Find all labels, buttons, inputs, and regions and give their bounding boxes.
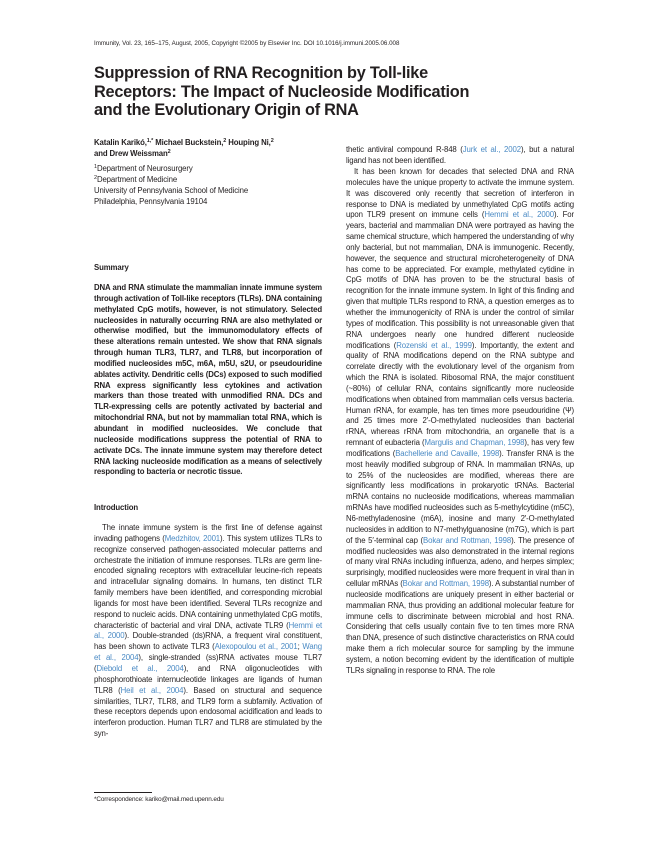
right-p2-text-5: ). Transfer RNA is the most heavily modified subgroup of RNA. In mammalian tRNAs, up to 25% of the nucleosides are modified, whereas there are significantly less modifications in prokaryotic tRNAs. Bacterial mRNA contains no nucleoside modifications, whereas mammalian mRNAs have modified nucleosides such as 5-methylcytidine (m5C), N6-methyladenosine (m6A), inosine and many 2′-O-methylated nucleosides in addition to N7-methylguanosine (m7G), which is part of the 5′-terminal cap (	[346, 448, 575, 545]
author-2-sup: 2	[223, 138, 227, 144]
right-p2-text-4: ), has very few modifications (	[346, 438, 574, 458]
citation-bokar-1998-b[interactable]: Bokar and Rottman, 1998	[402, 579, 489, 589]
article-title	[94, 64, 574, 120]
summary-heading	[94, 263, 322, 274]
right-p2-text-6: ). The presence of modified nucleosides was also demonstrated in the internal regions of many viral RNAs including influenza, adeno, and herpes simplex; surprisingly, modified nucleosides were more frequent in viral than in cellular mRNAs (	[346, 535, 575, 589]
citation-medzhitov-2001[interactable]: Medzhitov, 2001	[164, 533, 221, 543]
abstract	[94, 283, 322, 478]
author-4-sup: 2	[167, 148, 171, 155]
title-line-3: and the Evolutionary Origin of RNA	[94, 101, 359, 119]
right-paragraph-2	[346, 167, 574, 677]
footnote	[94, 796, 322, 804]
affiliation-university: University of Pennsylvania School of Medicine	[94, 185, 249, 195]
right-p2-text-1: It has been known for decades that selected DNA and RNA molecules have the unique property to activate the immune system. It was discovered only recently that secretion of interferon in response to DNA is mediated by unmethylated CpG motifs acting upon TLR9 present on immune cells (	[346, 167, 574, 220]
affiliation-2: Department of Medicine	[96, 174, 178, 184]
author-list	[94, 138, 322, 160]
citation-diebold-2004[interactable]: Diebold et al., 2004	[96, 663, 184, 673]
right-p1-text-1: thetic antiviral compound R-848 (	[346, 145, 463, 154]
right-p2-text-3: ). Importantly, the extent and quality of RNA modifications depend on the RNA subtype and correlate directly with the evolutionary level of the organism from which the RNA is isolated. Ribosomal RNA, the major constituent (~80%) of cellular RNA, contains significantly more nucleoside modifications when obtained from mammalian cells versus bacteria. Human rRNA, for example, has ten times more pseudouridine (Ψ) and 25 times more 2′-O-methylated nucleosides than bacterial rRNA, whereas rRNA from mitochondria, an organelle that is a remnant of eubacteria (	[346, 340, 575, 448]
title-line-2: Receptors: The Impact of Nucleoside Modification	[94, 82, 470, 101]
introduction-heading	[94, 503, 322, 514]
right-paragraph-1	[346, 145, 574, 167]
introduction-heading-text: Introduction	[94, 503, 139, 512]
right-paragraph-2-text	[346, 167, 574, 677]
affiliation-1-sup: 1	[94, 164, 97, 170]
introduction-paragraph	[94, 523, 322, 740]
citation-bokar-1998-a[interactable]: Bokar and Rottman, 1998	[423, 535, 512, 545]
affiliations	[94, 164, 322, 207]
author-4: and Drew Weissman	[94, 148, 168, 158]
citation-alexopoulou-2001[interactable]: Alexopoulou et al., 2001	[214, 642, 298, 652]
citation-margulis-1998[interactable]: Margulis and Chapman, 1998	[424, 438, 525, 448]
author-3: Houping Ni,	[226, 138, 271, 147]
citation-wang-2004[interactable]: Wang et al., 2004	[94, 642, 322, 663]
affiliation-city: Philadelphia, Pennsylvania 19104	[94, 196, 208, 206]
journal-header: Immunity, Vol. 23, 165–175, August, 2005, Copyright ©2005 by Elsevier Inc. DOI 10.1016/j.immuni.2005.06.008	[94, 40, 400, 47]
author-1-sup: 1,*	[146, 138, 154, 144]
citation-hemmi-2000-b[interactable]: Hemmi et al., 2000	[484, 210, 554, 220]
title-line-1: Suppression of RNA Recognition by Toll-like	[94, 64, 428, 82]
summary-heading-text: Summary	[94, 263, 129, 272]
intro-text-7: ). Based on structural and sequence similarities, TLR7, TLR8, and TLR9 form a subfamily. Activation of these receptors depends upon endosomal acidification and leads to interferon production. Human TLR7 and TLR8 are stimulated by the syn-	[94, 685, 323, 739]
intro-text-2: ). This system utilizes TLRs to recognize conserved pathogen-associated molecular patterns and orchestrate the initiation of immune responses. TLRs are germ line-encoded signaling receptors with extracellular leucine-rich repeats and intracellular signaling domains. In humans, ten distinct TLR family members have been identified, and corresponding microbial ligands for most have been identified. Several TLRs recognize and respond to nucleic acids. DNA containing unmethylated CpG motifs, characteristic of bacterial and viral DNA, activate TLR9 (	[94, 533, 322, 630]
right-p1-text-2: ), but a natural ligand has not been identified.	[346, 145, 575, 165]
citation-rozenski-1999[interactable]: Rozenski et al., 1999	[396, 340, 472, 350]
author-3-sup: 2	[270, 138, 274, 144]
right-p2-text-2: ). For years, bacterial and mammalian DNA were portrayed as having the same chemical structure, which hampered the understanding of why only bacterial, but not mammalian, DNA is immunogenic. Recently, however, the sequence and structural microheterogeneity of DNA has come to be appreciated. For example, methylated cytidine in CpG motifs of DNA has proven to be the structural basis of recognition for the innate immune system. In light of this finding and given that multiple TLRs respond to RNA, a question emerges as to whether the immunogenicity of RNA is under the control of similar types of modification. This possibility is not unreasonable given that RNA undergoes nearly one hundred different nucleoside modifications (	[346, 210, 575, 350]
footnote-rule	[94, 792, 152, 793]
citation-heil-2004[interactable]: Heil et al., 2004	[120, 685, 184, 695]
right-paragraph-1-text	[346, 145, 574, 167]
abstract-text: DNA and RNA stimulate the mammalian innate immune system through activation of Toll-like receptors (TLRs). DNA containing methylated CpG motifs, however, is not stimulatory. Selected nucleosides in naturally occurring RNA are also methylated or otherwise modified, but the immunomodulatory effects of these alterations remain untested. We show that RNA signals through human TLR3, TLR7, and TLR8, but incorporation of modified nucleosides m5C, m6A, m5U, s2U, or pseudouridine ablates activity. Dendritic cells (DCs) exposed to such modified RNA express significantly less cytokines and activation markers than those treated with unmodified RNA. DCs and TLR-expressing cells are potently activated by bacterial and mitochondrial RNA, but not by mammalian total RNA, which is abundant in modified nucleosides. We conclude that nucleoside modifications suppress the potential of RNA to activate DCs. The innate immune system may therefore detect RNA lacking nucleoside modification as a means of selectively responding to bacteria or necrotic tissue.	[94, 283, 322, 477]
author-1: Katalin Karikó,	[94, 138, 147, 147]
affiliation-2-sup: 2	[94, 174, 97, 181]
intro-text-4: ;	[297, 642, 303, 652]
citation-hemmi-2000[interactable]: Hemmi et al., 2000	[94, 620, 322, 641]
affiliation-1: Department of Neurosurgery	[96, 164, 193, 173]
introduction	[94, 523, 322, 740]
correspondence-footnote: *Correspondence: kariko@mail.med.upenn.edu	[94, 796, 224, 803]
intro-text-6: ), and RNA oligonucleotides with phosphorothioate internucleotide linkages are ligands of human TLR8 (	[94, 663, 322, 695]
right-p2-text-7: ). A substantial number of nucleoside modifications are uniquely present in either bacterial or mammalian RNA, thus providing an additional molecular feature for immune cells to discriminate between microbial and host RNA. Considering that cells usually contain five to ten times more RNA than DNA, presence of such distinctive characteristics on RNA could make them a rich molecular source for sampling by the immune system, a notion becoming evident by the identification of multiple TLRs signaling in response to RNA. The role	[346, 579, 574, 675]
citation-jurk-2002[interactable]: Jurk et al., 2002	[462, 145, 521, 154]
author-2: Michael Buckstein,	[153, 138, 224, 147]
intro-text-1: The innate immune system is the first line of defense against invading pathogens (	[94, 523, 322, 543]
citation-bachellerie-1998[interactable]: Bachellerie and Cavaille, 1998	[395, 448, 500, 458]
intro-text-5: ), single-stranded (ss)RNA activates mouse TLR7 (	[94, 653, 322, 673]
intro-text-3: ). Double-stranded (ds)RNA, a frequent viral constituent, has been shown to activate TLR3 (	[94, 631, 322, 652]
